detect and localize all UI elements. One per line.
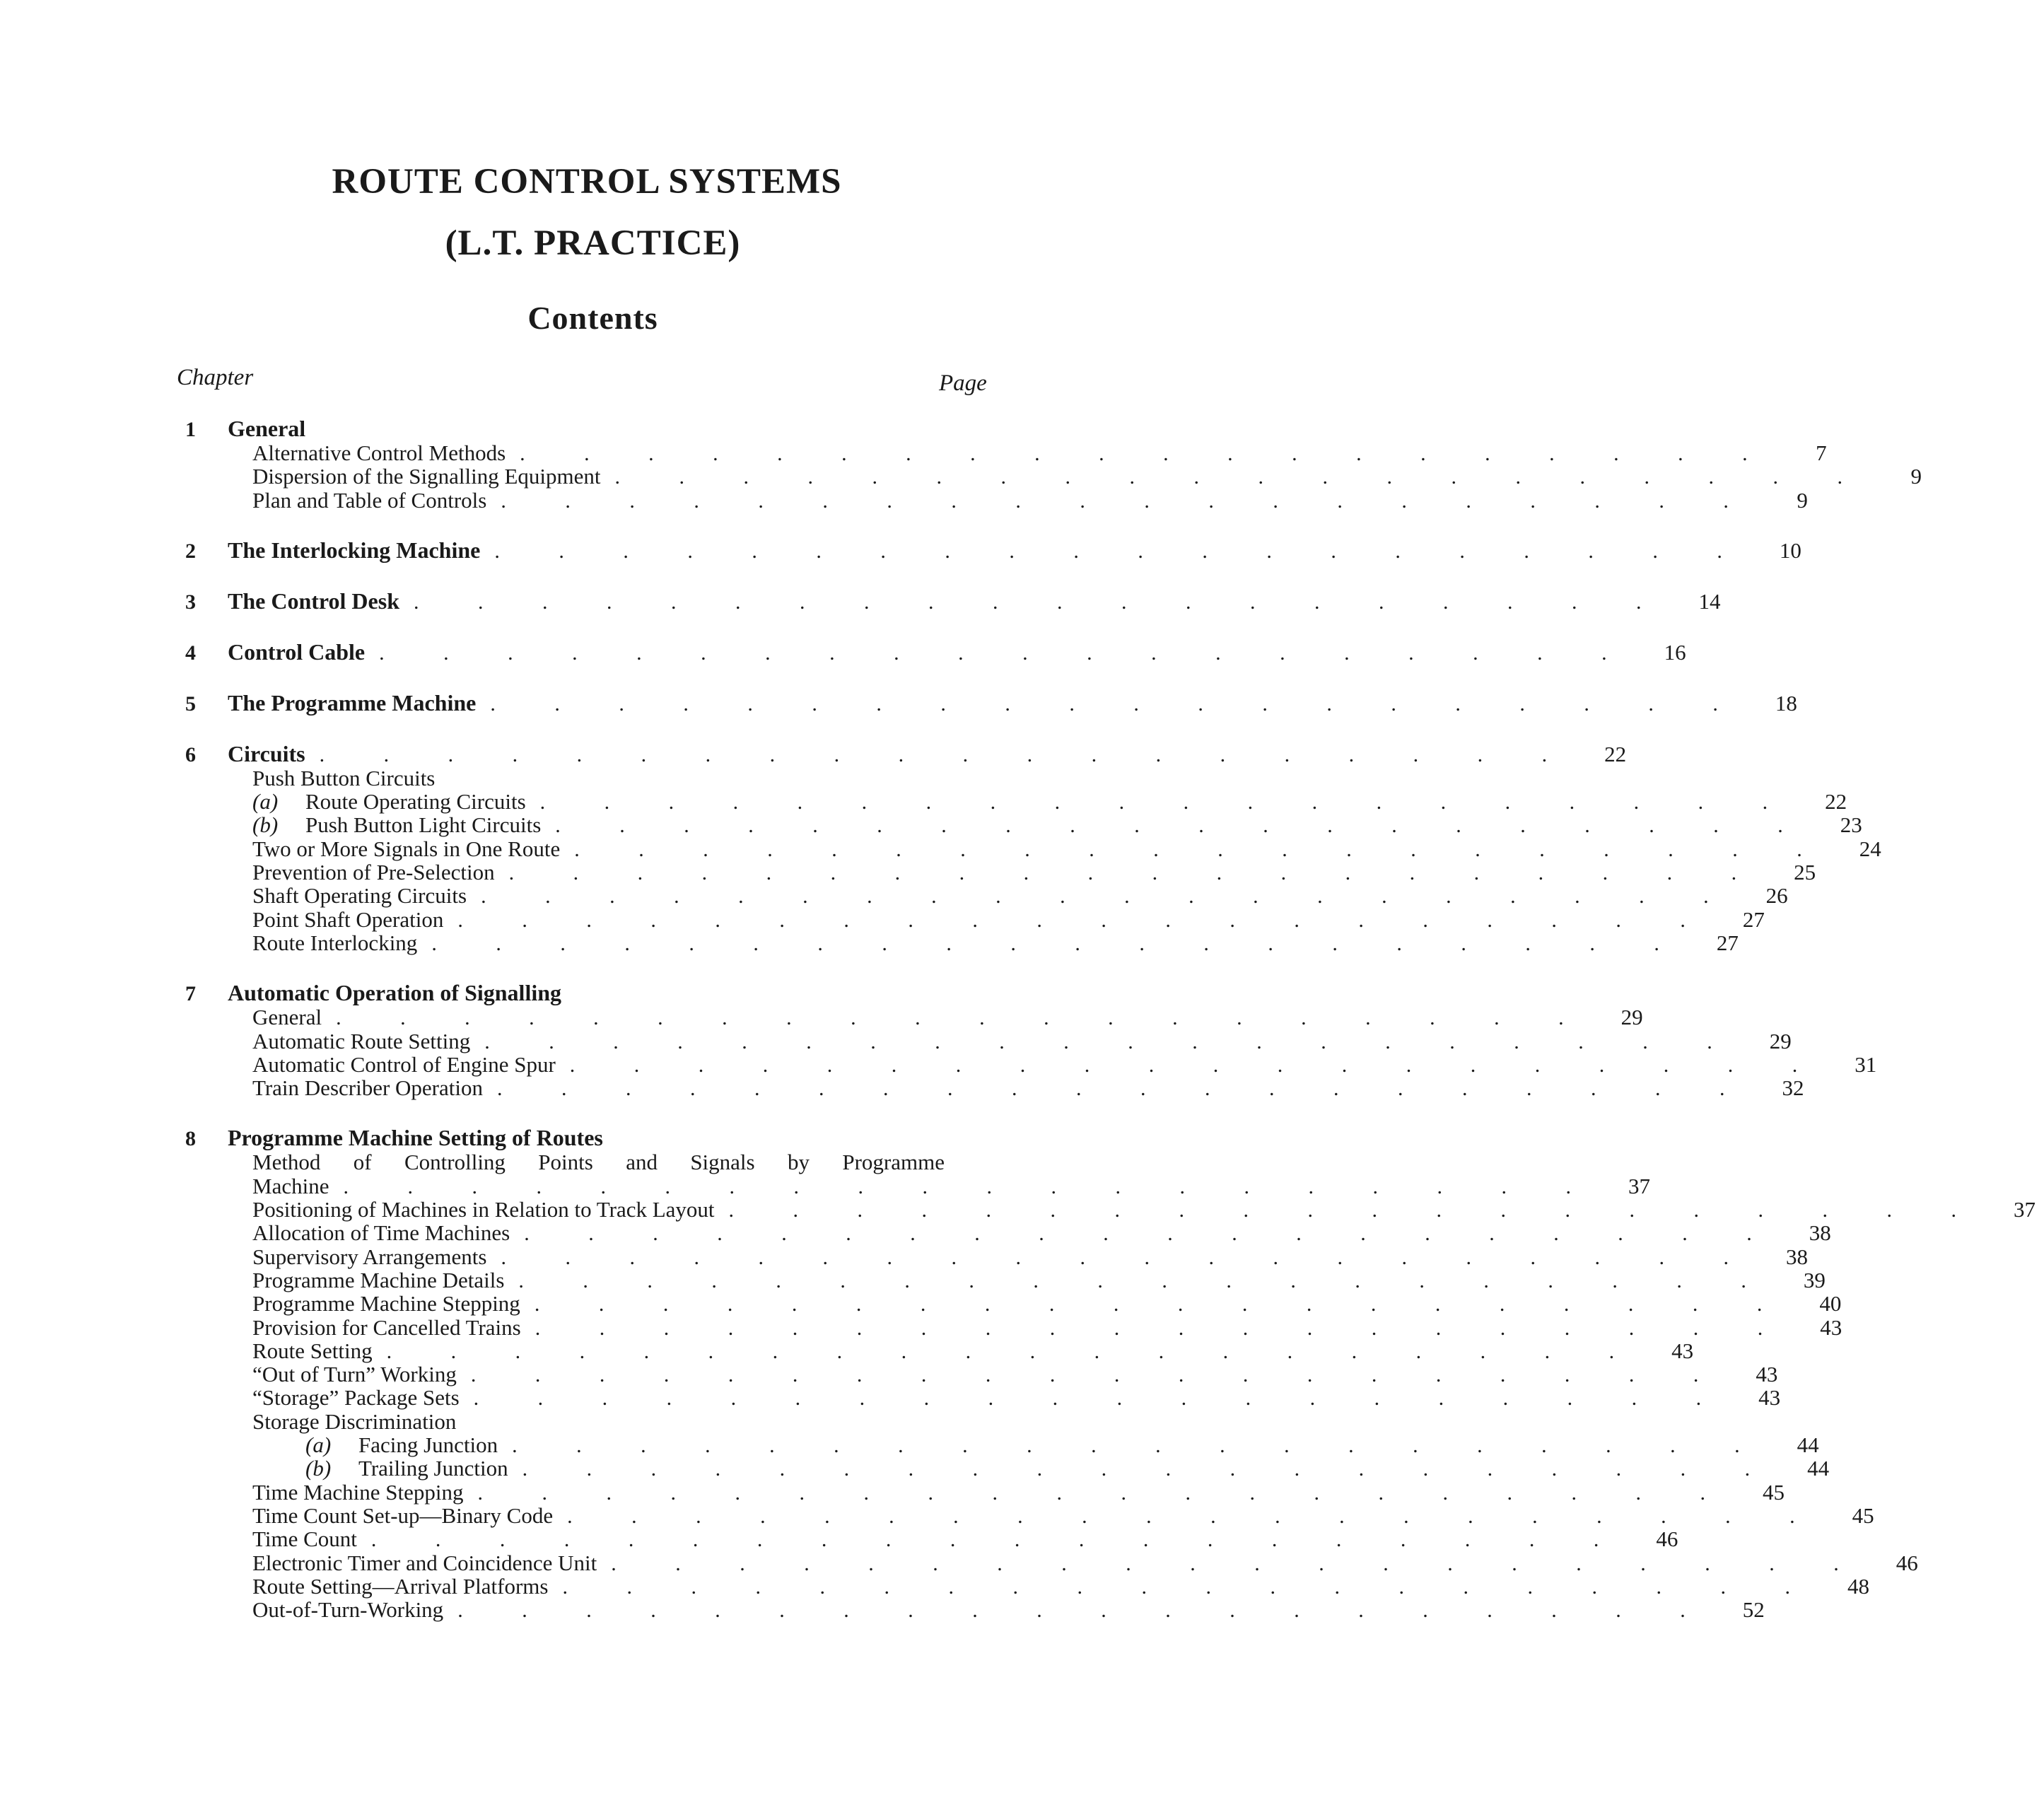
entry-label	[252, 1575, 548, 1598]
entry-text: General	[252, 1005, 322, 1030]
page-number: 9	[1910, 464, 1922, 489]
leader-dots: . . . . . . . . . . . . . . . . . . . .	[386, 1339, 1642, 1363]
chapter-title: Programme Machine Setting of Routes	[228, 1125, 603, 1151]
entry-text: Train Describer Operation	[252, 1075, 483, 1101]
chapter-title: Control Cable	[228, 638, 366, 665]
chapter-block	[185, 689, 1797, 716]
entry-text: Push Button Light Circuits	[305, 812, 542, 838]
page-number: 22	[1825, 789, 1847, 814]
toc-entry	[185, 1150, 998, 1174]
page-number: 22	[1604, 741, 1627, 766]
leader-dots: . . . . . . . . . . . . . . . . . . . .	[343, 1174, 1598, 1198]
entry-label	[252, 1362, 457, 1386]
toc-entry	[185, 860, 1816, 885]
entry-word: Points	[538, 1150, 593, 1175]
chapter-block	[185, 537, 1801, 563]
entry-label	[305, 1433, 498, 1456]
leader-dots: . . . . . . . . . . . . . . . . . . . .	[477, 1481, 1733, 1505]
toc-entry	[185, 883, 1788, 909]
entry-word: Controlling	[404, 1150, 506, 1175]
entry-label	[252, 813, 541, 836]
entry-word: and	[626, 1150, 658, 1175]
leader-dots: . . . . . . . . . . . . . . . . . . . .	[379, 641, 1634, 665]
leader-dots: . . . . . . . . . . . . . . . . . . . .	[413, 590, 1669, 614]
chapter-column-label: Chapter	[177, 365, 254, 390]
toc-entry	[185, 1244, 1808, 1269]
entry-text: “Out of Turn” Working	[252, 1362, 457, 1387]
leader-dots: . . . . . . . . . . . . . . . . . . . .	[520, 442, 1775, 465]
entry-text: Machine	[252, 1173, 329, 1198]
toc-entry	[185, 766, 998, 790]
toc-entry	[185, 1550, 1918, 1575]
toc-entry	[185, 836, 1881, 861]
leader-dots: . . . . . . . . . . . . . . . . . . . .	[496, 1077, 1752, 1101]
toc-entry	[185, 1338, 1694, 1363]
entry-label	[252, 1527, 357, 1551]
entry-label	[252, 441, 506, 465]
entry-text: Route Operating Circuits	[305, 789, 526, 814]
entry-text: Time Machine Stepping	[252, 1479, 464, 1505]
leader-dots: . . . . . . . . . . . . . . . . . . . .	[370, 1528, 1626, 1552]
page-number: 45	[1763, 1479, 1785, 1505]
leader-dots: . . . . . . . . . . . . . . . . . . . .	[539, 790, 1795, 814]
chapter-row	[185, 689, 1797, 716]
leader-dots: . . . . . . . . . . . . . . . . . . . .	[512, 1434, 1767, 1458]
entry-label	[252, 1504, 553, 1527]
entry-word: Programme	[842, 1150, 945, 1175]
toc-entry	[185, 1291, 1842, 1316]
leader-dots: . . . . . . . . . . . . . . . . . . . .	[470, 1363, 1726, 1387]
entry-text: Automatic Control of Engine Spur	[252, 1051, 556, 1077]
entry-label	[252, 1076, 483, 1099]
leader-dots: . . . . . . . . . . . . . . . . . . . .	[524, 1222, 1779, 1246]
entry-text: Plan and Table of Controls	[252, 487, 487, 513]
leader-dots: . . . . . . . . . . . . . . . . . . . .	[494, 539, 1749, 563]
leader-dots: . . . . . . . . . . . . . . . . . . . .	[614, 465, 1870, 489]
entry-text: Out-of-Turn-Working	[252, 1597, 444, 1623]
entry-text: Route Setting—Arrival Platforms	[252, 1573, 549, 1599]
chapter-row	[185, 416, 998, 441]
toc-entry	[185, 1456, 1830, 1481]
contents-heading: Contents	[527, 300, 658, 336]
leader-dots: . . . . . . . . . . . . . . . . . . . .	[569, 1053, 1825, 1077]
entry-text: Route Setting	[252, 1338, 373, 1363]
chapter-block	[185, 740, 1881, 955]
page-number: 40	[1819, 1291, 1842, 1316]
toc-entry	[185, 487, 1808, 513]
entry-text: Trailing Junction	[358, 1456, 508, 1481]
page-number: 10	[1779, 537, 1801, 563]
entry-text: Time Count Set-up—Binary Code	[252, 1502, 554, 1528]
entry-marker: (b)	[305, 1456, 332, 1481]
entry-word: Signals	[690, 1150, 755, 1175]
page-number: 31	[1855, 1051, 1877, 1077]
chapter-number: 7	[185, 982, 196, 1006]
entry-label	[252, 860, 495, 884]
entry-label	[252, 1386, 460, 1409]
leader-dots: . . . . . . . . . . . . . . . . . . . .	[473, 1386, 1729, 1411]
toc-entry	[185, 1314, 1842, 1340]
leader-dots: . . . . . . . . . . . . . . . . . . . .	[457, 1599, 1712, 1623]
entry-label	[252, 1029, 470, 1053]
entry-label	[252, 1245, 486, 1268]
chapter-title: The Programme Machine	[228, 689, 477, 716]
chapter-row	[185, 537, 1801, 563]
leader-dots: . . . . . . . . . . . . . . . . . . . .	[535, 1316, 1790, 1340]
entry-text: Supervisory Arrangements	[252, 1244, 487, 1269]
entry-text: Prevention of Pre-Selection	[252, 860, 495, 885]
chapter-title: General	[228, 416, 306, 441]
toc-entry	[185, 1385, 1781, 1411]
page-number: 46	[1656, 1526, 1678, 1552]
entry-word: by	[787, 1150, 810, 1175]
leader-dots: . . . . . . . . . . . . . . . . . . . .	[562, 1575, 1817, 1599]
entry-label	[252, 884, 467, 907]
page-number: 45	[1852, 1502, 1874, 1528]
toc-entry	[185, 1051, 1877, 1077]
entry-label	[252, 465, 601, 488]
entry-text: Shaft Operating Circuits	[252, 883, 467, 909]
leader-dots: . . . . . . . . . . . . . . . . . . . .	[457, 908, 1712, 932]
entry-label	[252, 1410, 456, 1433]
chapter-title: Automatic Operation of Signalling	[228, 980, 562, 1006]
chapter-number: 1	[185, 418, 196, 441]
toc-entry	[185, 1432, 1819, 1458]
entry-label	[252, 1551, 597, 1575]
page-number: 44	[1807, 1456, 1830, 1481]
page-number: 18	[1775, 690, 1797, 716]
page-number: 38	[1809, 1220, 1831, 1246]
toc-entry	[185, 1597, 1765, 1623]
table-of-contents	[185, 416, 2036, 1647]
leader-dots: . . . . . . . . . . . . . . . . . . . .	[481, 884, 1736, 909]
toc-entry	[185, 440, 1827, 465]
leader-dots: . . . . . . . . . . . . . . . . . . . .	[508, 861, 1764, 885]
entry-text: Storage Discrimination	[252, 1408, 457, 1434]
toc-entry	[185, 1362, 1778, 1387]
toc-entry	[185, 1197, 2036, 1222]
page-number: 38	[1785, 1244, 1808, 1269]
entry-text: Dispersion of the Signalling Equipment	[252, 464, 601, 489]
entry-label	[252, 1221, 510, 1244]
leader-dots: . . . . . . . . . . . . . . . . . . . .	[501, 1245, 1756, 1269]
entry-text: Programme Machine Stepping	[252, 1291, 520, 1316]
page-number: 14	[1698, 588, 1721, 614]
document-subtitle: (L.T. PRACTICE)	[445, 223, 741, 263]
leader-dots: . . . . . . . . . . . . . . . . . . . .	[336, 1006, 1591, 1030]
leader-dots: . . . . . . . . . . . . . . . . . . . .	[611, 1551, 1866, 1575]
page-number: 7	[1816, 440, 1827, 465]
entry-label	[252, 1005, 322, 1029]
document-title: ROUTE CONTROL SYSTEMS	[332, 162, 842, 202]
entry-label	[252, 1053, 556, 1076]
page-number: 48	[1847, 1573, 1869, 1599]
chapter-title: The Interlocking Machine	[228, 537, 481, 563]
leader-dots: . . . . . . . . . . . . . . . . . . . .	[574, 837, 1829, 861]
entry-marker: (a)	[252, 789, 279, 814]
toc-entry	[185, 1220, 1831, 1246]
toc-entry	[185, 1502, 1874, 1528]
chapter-row	[185, 980, 998, 1005]
leader-dots: . . . . . . . . . . . . . . . . . . . .	[555, 814, 1810, 838]
toc-entry	[185, 1028, 1792, 1053]
entry-text: Facing Junction	[358, 1432, 498, 1458]
entry-text: Route Interlocking	[252, 930, 418, 955]
entry-text: Time Count	[252, 1526, 357, 1552]
toc-entry	[185, 1173, 1650, 1198]
toc-entry	[185, 906, 1765, 932]
page-number: 26	[1765, 883, 1788, 909]
entry-label	[252, 908, 443, 931]
page-number: 27	[1716, 930, 1739, 955]
entry-text: Positioning of Machines in Relation to Track Layout	[252, 1197, 715, 1222]
page-number: 23	[1840, 812, 1862, 838]
entry-text: “Storage” Package Sets	[252, 1385, 460, 1411]
entry-label	[252, 1174, 329, 1198]
toc-entry	[185, 1410, 998, 1433]
toc-entry	[185, 1526, 1678, 1552]
chapter-row	[185, 588, 1721, 614]
entry-text: Programme Machine Details	[252, 1267, 505, 1292]
chapter-number: 5	[185, 691, 196, 716]
entry-text: Two or More Signals in One Route	[252, 836, 561, 861]
chapter-number: 8	[185, 1127, 196, 1151]
page-number: 9	[1797, 487, 1808, 513]
leader-dots: . . . . . . . . . . . . . . . . . . . .	[518, 1268, 1773, 1292]
toc-entry	[185, 789, 1847, 814]
leader-dots: . . . . . . . . . . . . . . . . . . . .	[501, 489, 1756, 513]
chapter-row	[185, 740, 1627, 766]
page-number: 16	[1664, 639, 1686, 665]
entry-text: Provision for Cancelled Trains	[252, 1314, 521, 1340]
chapter-block	[185, 588, 1721, 614]
entry-label	[252, 790, 526, 813]
toc-entry	[185, 1005, 1643, 1030]
chapter-number: 2	[185, 539, 196, 563]
chapter-number: 6	[185, 742, 196, 766]
chapter-number: 3	[185, 590, 196, 614]
page-number: 37	[2014, 1197, 2036, 1222]
entry-label	[252, 1268, 504, 1292]
entry-label	[252, 1481, 464, 1504]
page-number: 29	[1769, 1028, 1792, 1053]
entry-text: Allocation of Time Machines	[252, 1220, 510, 1246]
entry-text: Automatic Route Setting	[252, 1028, 471, 1053]
page-number: 44	[1797, 1432, 1819, 1458]
entry-label	[252, 931, 417, 954]
chapter-title: The Control Desk	[228, 588, 399, 614]
chapter-block	[185, 1125, 2036, 1623]
toc-entry	[185, 464, 1922, 489]
page-number: 43	[1756, 1362, 1778, 1387]
page-number: 29	[1620, 1005, 1643, 1030]
leader-dots: . . . . . . . . . . . . . . . . . . . .	[319, 742, 1575, 766]
leader-dots: . . . . . . . . . . . . . . . . . . . .	[484, 1029, 1739, 1053]
page-number: 27	[1742, 906, 1765, 932]
chapter-number: 4	[185, 641, 196, 665]
toc-entry	[185, 1075, 1804, 1101]
entry-label	[252, 1316, 521, 1339]
toc-entry	[185, 1573, 1869, 1599]
leader-dots: . . . . . . . . . . . . . . . . . . . .	[534, 1292, 1789, 1316]
toc-entry	[185, 812, 1862, 838]
chapter-row	[185, 638, 1686, 665]
leader-dots: . . . . . . . . . . . . . . . . . . . .	[490, 691, 1745, 716]
page-number: 43	[1671, 1338, 1694, 1363]
entry-label	[252, 489, 486, 512]
leader-dots: . . . . . . . . . . . . . . . . . . . .	[431, 931, 1686, 955]
page-number: 46	[1896, 1550, 1918, 1575]
entry-text: Point Shaft Operation	[252, 906, 444, 932]
leader-dots: . . . . . . . . . . . . . . . . . . . .	[728, 1198, 1984, 1222]
toc-entry	[185, 1267, 1826, 1292]
toc-entry	[185, 1479, 1785, 1505]
leader-dots: . . . . . . . . . . . . . . . . . . . .	[567, 1504, 1822, 1528]
leader-dots: . . . . . . . . . . . . . . . . . . . .	[522, 1457, 1777, 1481]
entry-marker: (a)	[305, 1432, 332, 1458]
page-number: 24	[1859, 836, 1881, 861]
entry-label	[252, 1292, 520, 1315]
entry-word: of	[353, 1150, 372, 1175]
page-number: 37	[1628, 1173, 1650, 1198]
page-number: 25	[1794, 860, 1816, 885]
entry-label	[252, 766, 435, 790]
page-number: 43	[1758, 1385, 1781, 1411]
entry-text: Push Button Circuits	[252, 765, 436, 790]
chapter-block	[185, 638, 1686, 665]
entry-marker: (b)	[252, 812, 279, 838]
page-number: 52	[1742, 1597, 1765, 1623]
entry-label	[252, 837, 560, 860]
page-number: 32	[1782, 1075, 1804, 1101]
toc-entry	[185, 930, 1739, 955]
chapter-block	[185, 980, 1877, 1101]
chapter-row	[185, 1125, 998, 1150]
entry-label	[252, 1198, 715, 1221]
page-column-label: Page	[939, 370, 987, 396]
entry-text: Electronic Timer and Coincidence Unit	[252, 1550, 597, 1575]
chapter-title: Circuits	[228, 740, 305, 766]
chapter-block	[185, 416, 1922, 513]
entry-label	[305, 1456, 508, 1480]
entry-label	[252, 1339, 373, 1362]
entry-label	[252, 1598, 443, 1621]
entry-text: Alternative Control Methods	[252, 440, 506, 465]
page-number: 43	[1820, 1314, 1842, 1340]
page-number: 39	[1803, 1267, 1826, 1292]
entry-word: Method	[252, 1150, 321, 1175]
